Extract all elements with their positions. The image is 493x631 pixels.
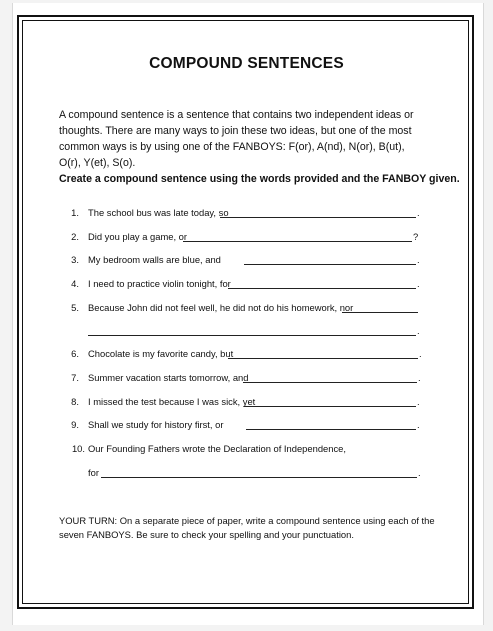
answer-blank[interactable]	[228, 278, 416, 289]
instruction-text: Create a compound sentence using the words provided and the FANBOY given.	[59, 173, 460, 185]
end-punctuation: .	[419, 348, 422, 359]
page-title: COMPOUND SENTENCES	[149, 55, 344, 72]
question-prompt: I missed the test because I was sick, yet	[88, 396, 256, 407]
end-punctuation: .	[417, 396, 420, 407]
question-number: 5.	[71, 302, 79, 313]
question-prompt: Chocolate is my favorite candy, but	[88, 348, 234, 359]
question-number: 2.	[71, 231, 79, 242]
question-number: 7.	[71, 372, 79, 383]
question-prompt: Summer vacation starts tomorrow, and	[88, 372, 249, 383]
answer-blank[interactable]	[246, 419, 416, 430]
end-punctuation: .	[417, 419, 420, 430]
answer-blank[interactable]	[88, 325, 416, 336]
question-prompt: Our Founding Fathers wrote the Declaration of Independence,	[88, 443, 346, 454]
fanboy-word: for	[88, 467, 99, 478]
question-prompt: I need to practice violin tonight, for	[88, 278, 231, 289]
answer-blank[interactable]	[220, 207, 416, 218]
answer-blank[interactable]	[244, 254, 416, 265]
question-prompt: Did you play a game, or	[88, 231, 188, 242]
question-number: 8.	[71, 396, 79, 407]
end-punctuation: ?	[413, 231, 419, 242]
end-punctuation: .	[418, 467, 421, 478]
your-turn-instructions: YOUR TURN: On a separate piece of paper, write a compound sentence using each of the seven FANBOYS. Be sure to check your spelling and your punctuation.	[59, 515, 435, 540]
intro-paragraph: A compound sentence is a sentence that contains two independent ideas or thoughts. There are many ways to join these two ideas, but one of the most common ways is by using one of the FANBOYS: F(or), A(nd), N(or), B(ut), O(r), Y(et), S(o).	[59, 109, 414, 169]
question-prompt: Shall we study for history first, or	[88, 419, 224, 430]
end-punctuation: .	[417, 254, 420, 265]
question-number: 9.	[71, 419, 79, 430]
answer-blank[interactable]	[342, 302, 418, 313]
question-number: 10.	[71, 443, 85, 454]
question-number: 4.	[71, 278, 79, 289]
question-prompt: Because John did not feel well, he did not do his homework, nor	[88, 302, 354, 313]
end-punctuation: .	[417, 278, 420, 289]
question-prompt: My bedroom walls are blue, and	[88, 254, 221, 265]
question-number: 1.	[71, 207, 79, 218]
question-prompt: The school bus was late today, so	[88, 207, 229, 218]
answer-blank[interactable]	[183, 231, 412, 242]
end-punctuation: .	[417, 325, 420, 336]
end-punctuation: .	[417, 207, 420, 218]
end-punctuation: .	[418, 372, 421, 383]
question-number: 6.	[71, 348, 79, 359]
answer-blank[interactable]	[244, 396, 416, 407]
answer-blank[interactable]	[101, 467, 417, 478]
answer-blank[interactable]	[228, 348, 418, 359]
question-number: 3.	[71, 254, 79, 265]
answer-blank[interactable]	[243, 372, 417, 383]
